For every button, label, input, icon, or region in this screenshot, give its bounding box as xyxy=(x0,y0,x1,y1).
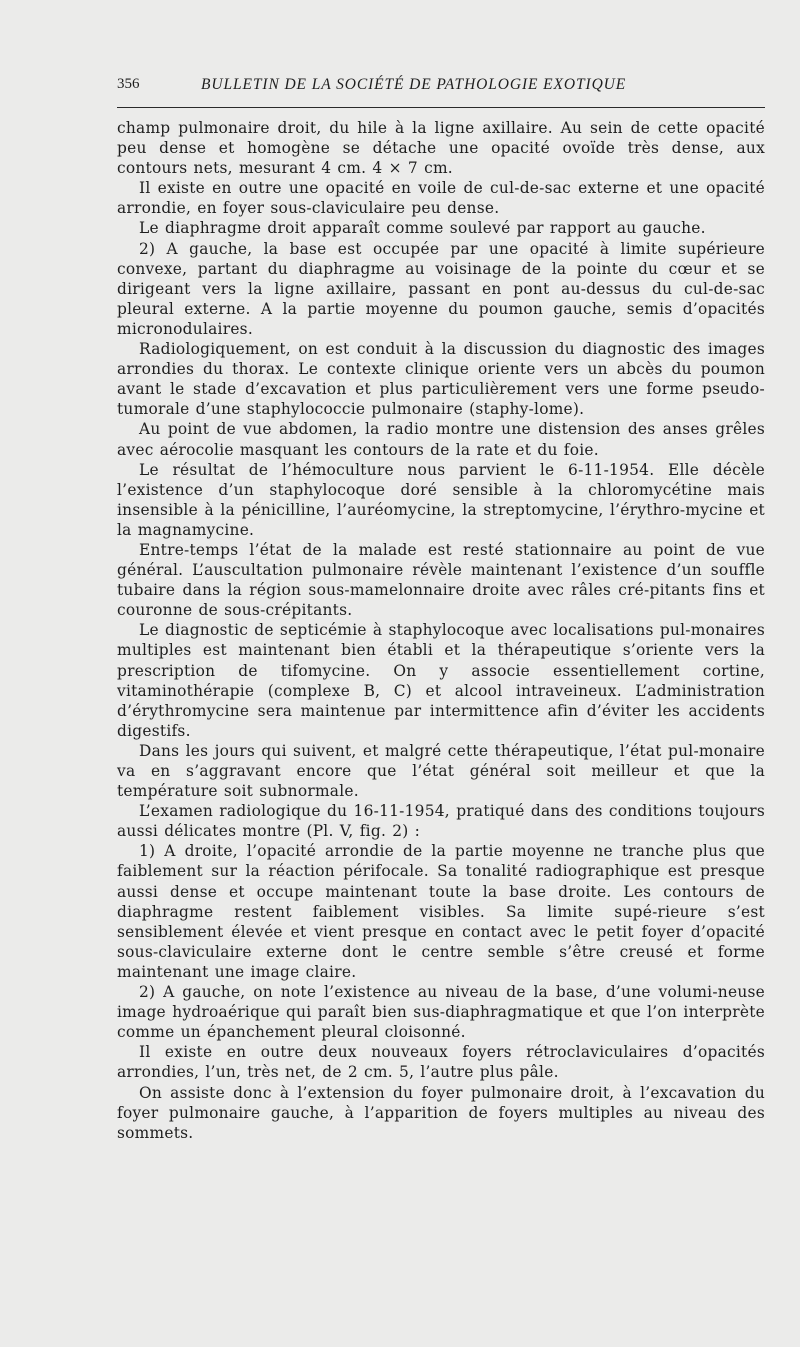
paragraph: Le diagnostic de septicémie à staphylocoque avec localisations pul-monaires multiples est maintenant bien établi et la thérapeutique s’oriente vers la prescription de tifomycine. On y associe essentiellement cortine, vitaminothérapie (complexe B, C) et alcool intraveineux. L’administration d’érythromycine sera maintenue par intermittence afin d’éviter les accidents digestifs. xyxy=(117,621,765,740)
paragraph: On assiste donc à l’extension du foyer pulmonaire droit, à l’excavation du foyer pulmonaire gauche, à l’apparition de foyers multiples au niveau des sommets. xyxy=(117,1083,765,1142)
paragraph: Dans les jours qui suivent, et malgré cette thérapeutique, l’état pul-monaire va en s’aggravant encore que l’état général soit meilleur et que la température soit subnormale. xyxy=(117,741,765,801)
paragraph: 2) A gauche, la base est occupée par une opacité à limite supérieure convexe, partant du diaphragme au voisinage de la pointe du cœur et se dirigeant vers la ligne axillaire, passant en pont au-dessus du cul-de-sac pleural externe. A la partie moyenne du poumon gauche, semis d’opacités micronodulaires. xyxy=(117,239,765,338)
paragraph: Le résultat de l’hémoculture nous parvient le 6-11-1954. Elle décèle l’existence d’un staphylocoque doré sensible à la chloromycétine mais insensible à la pénicilline, l’auréomycine, la streptomycine, l’érythro-mycine et la magnamycine. xyxy=(117,460,765,539)
header-rule xyxy=(117,107,765,108)
paragraph: Au point de vue abdomen, la radio montre une distension des anses grêles avec aérocolie masquant les contours de la rate et du foie. xyxy=(117,420,765,459)
paragraph: Radiologiquement, on est conduit à la discussion du diagnostic des images arrondies du thorax. Le contexte clinique oriente vers un abcès du poumon avant le stade d’excavation et plus particulièrement vers une forme pseudo-tumorale d’une staphylococcie pulmonaire (staphy-lome). xyxy=(117,340,765,419)
paragraph: L’examen radiologique du 16-11-1954, pratiqué dans des conditions toujours aussi délicates montre (Pl. V, fig. 2) : xyxy=(117,802,765,841)
article-body xyxy=(117,118,765,1143)
running-header xyxy=(117,74,765,100)
paragraph: champ pulmonaire droit, du hile à la ligne axillaire. Au sein de cette opacité peu dense et homogène se détache une opacité ovoïde très dense, aux contours nets, mesurant 4 cm. 4 × 7 cm. xyxy=(117,119,765,178)
page-number: 356 xyxy=(117,76,140,92)
paragraph: Il existe en outre deux nouveaux foyers rétroclaviculaires d’opacités arrondies, l’un, très net, de 2 cm. 5, l’autre plus pâle. xyxy=(117,1043,765,1082)
paragraph: 2) A gauche, on note l’existence au niveau de la base, d’une volumi-neuse image hydroaérique qui paraît bien sus-diaphragmatique et que l’on interprète comme un épanchement pleural cloisonné. xyxy=(117,983,765,1042)
paragraph: Il existe en outre une opacité en voile de cul-de-sac externe et une opacité arrondie, en foyer sous-claviculaire peu dense. xyxy=(117,179,765,218)
paragraph: 1) A droite, l’opacité arrondie de la partie moyenne ne tranche plus que faiblement sur la réaction périfocale. Sa tonalité radiographique est presque aussi dense et occupe maintenant toute la base droite. Les contours de diaphragme restent faiblement visibles. Sa limite supé-rieure s’est sensiblement élevée et vient presque en contact avec le petit foyer d’opacité sous-claviculaire externe dont le centre semble s’être creusé et forme maintenant une image claire. xyxy=(117,842,765,981)
running-title: BULLETIN DE LA SOCIÉTÉ DE PATHOLOGIE EXOTIQUE xyxy=(201,76,627,93)
paragraph: Entre-temps l’état de la malade est resté stationnaire au point de vue général. L’auscultation pulmonaire révèle maintenant l’existence d’un souffle tubaire dans la région sous-mamelonnaire droite avec râles cré-pitants fins et couronne de sous-crépitants. xyxy=(117,540,765,620)
paragraph: Le diaphragme droit apparaît comme soulevé par rapport au gauche. xyxy=(139,219,706,238)
